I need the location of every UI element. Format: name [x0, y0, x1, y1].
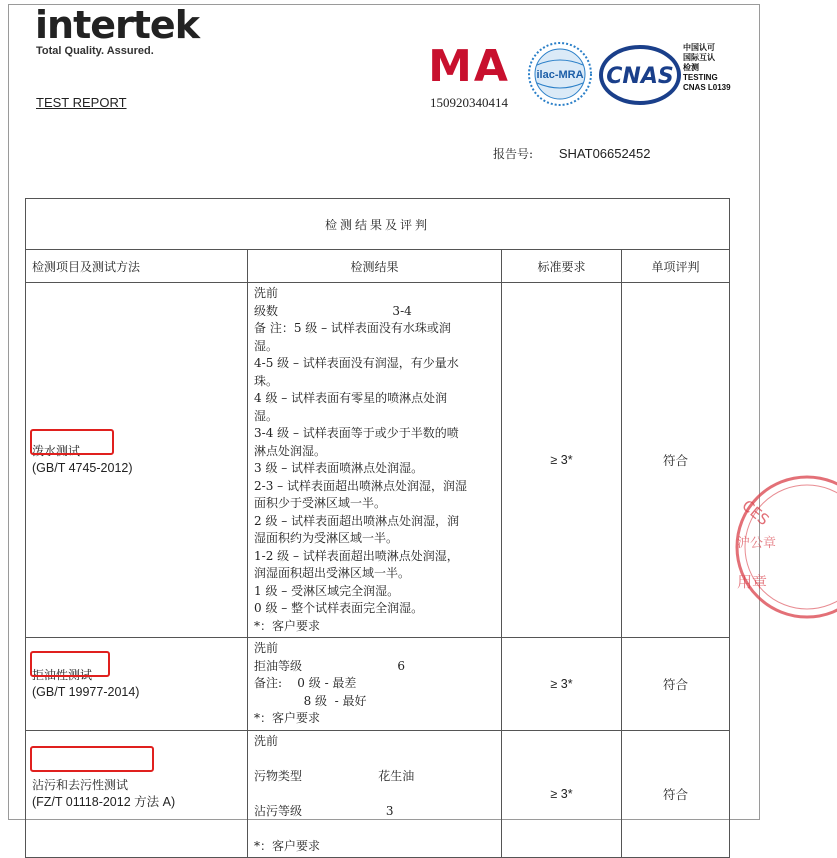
cnas-caption	[683, 43, 753, 93]
company-seal	[727, 467, 837, 627]
ilac-text: ilac-MRA	[536, 69, 584, 81]
result-cell	[248, 638, 502, 731]
result-line: 污物类型 花生油	[254, 768, 415, 783]
report-title: TEST REPORT	[36, 95, 127, 110]
highlight-box	[30, 651, 110, 677]
result-line: 淋点处润湿。	[254, 443, 327, 458]
result-line: 0 级 – 整个试样表面完全润湿。	[254, 601, 424, 615]
judgement-cell: 符合	[622, 638, 730, 731]
result-line: 2-3 – 试样表面超出喷淋点处润湿，润湿	[254, 478, 467, 493]
intertek-logo: intertek	[35, 3, 199, 47]
judgement-cell: 符合	[622, 283, 730, 638]
svg-text:用章: 用章	[737, 573, 768, 591]
test-item-cell	[26, 283, 248, 638]
result-line: 面积少于受淋区域一半。	[254, 496, 387, 510]
highlight-box	[30, 746, 154, 772]
result-cell	[248, 730, 502, 858]
result-line: 备注: 0 级 - 最差	[254, 676, 357, 690]
test-item-name: 拒油性测试	[32, 667, 93, 682]
highlight-box	[30, 429, 114, 455]
test-item-name: 泼水测试	[32, 444, 81, 458]
result-line	[254, 820, 495, 838]
result-line: 3-4 级 – 试样表面等于或少于半数的喷	[254, 426, 459, 440]
result-line: 备 注：5 级 – 试样表面没有水珠或润	[254, 321, 451, 335]
cma-logo	[413, 39, 525, 117]
result-line: 湿。	[254, 408, 279, 423]
report-number-label: 报告号:	[493, 147, 534, 161]
result-line	[254, 750, 495, 768]
result-line: 1 级 – 受淋区域完全润湿。	[254, 583, 400, 598]
column-header: 检测结果	[248, 250, 502, 283]
result-line: *：客户要求	[254, 711, 321, 725]
result-cell	[248, 283, 502, 638]
result-line: 8 级 - 最好	[254, 693, 367, 708]
result-line: 洗前	[254, 641, 279, 655]
table-title: 检测结果及评判	[26, 199, 730, 250]
standard-cell: ≥ 3*	[502, 638, 622, 731]
result-line: 洗前	[254, 733, 279, 748]
ilac-mra-logo	[521, 41, 599, 107]
result-line: 4 级 – 试样表面有零星的喷淋点处润	[254, 391, 448, 405]
result-line: 洗前	[254, 286, 279, 300]
result-line	[254, 785, 495, 803]
judgement-cell: 符合	[622, 730, 730, 858]
cnas-caption-line: 国际互认	[683, 53, 715, 62]
tagline: Total Quality. Assured.	[36, 45, 154, 57]
result-line: 润湿面积超出受淋区域一半。	[254, 566, 411, 580]
cnas-text: CNAS	[606, 64, 674, 89]
cma-mark: MA	[428, 41, 510, 92]
column-header: 单项评判	[622, 250, 730, 283]
result-line: 拒油等级 6	[254, 658, 405, 673]
test-method: (FZ/T 01118-2012 方法 A)	[32, 794, 176, 809]
result-line: 湿面积约为受淋区域一半。	[254, 531, 399, 545]
result-line: 1-2 级 – 试样表面超出喷淋点处润湿，	[254, 548, 459, 563]
column-header: 检测项目及测试方法	[26, 250, 248, 283]
standard-cell: ≥ 3*	[502, 283, 622, 638]
standard-cell: ≥ 3*	[502, 730, 622, 858]
test-method: (GB/T 19977-2014)	[32, 684, 140, 699]
result-line: 珠。	[254, 373, 279, 388]
cnas-caption-line: CNAS L0139	[683, 83, 731, 92]
result-line: *：客户要求	[254, 618, 321, 633]
report-number	[493, 145, 650, 162]
result-line: 级数 3-4	[254, 303, 412, 318]
svg-text:CES: CES	[738, 496, 773, 530]
result-line: 湿。	[254, 338, 279, 353]
table-row	[26, 638, 730, 731]
cnas-caption-line: 中国认可	[683, 43, 715, 52]
table-row	[26, 283, 730, 638]
result-line: 4-5 级 – 试样表面没有润湿，有少量水	[254, 356, 459, 370]
test-method: (GB/T 4745-2012)	[32, 461, 133, 475]
result-line: 3 级 – 试样表面喷淋点处润湿。	[254, 461, 424, 475]
result-line: 2 级 – 试样表面超出喷淋点处润湿，润	[254, 513, 460, 528]
result-line: 沾污等级 3	[254, 803, 394, 818]
column-header: 标准要求	[502, 250, 622, 283]
cma-number: 150920340414	[430, 95, 508, 110]
cnas-caption-line: 检测	[683, 63, 699, 72]
test-item-name: 沾污和去污性测试	[32, 777, 129, 792]
cnas-caption-line: TESTING	[683, 73, 718, 82]
cnas-logo	[599, 43, 681, 107]
result-line: *：客户要求	[254, 838, 321, 853]
report-page	[8, 3, 777, 853]
report-number-value: SHAT06652452	[558, 146, 651, 161]
svg-text:沪公章: 沪公章	[737, 536, 777, 551]
